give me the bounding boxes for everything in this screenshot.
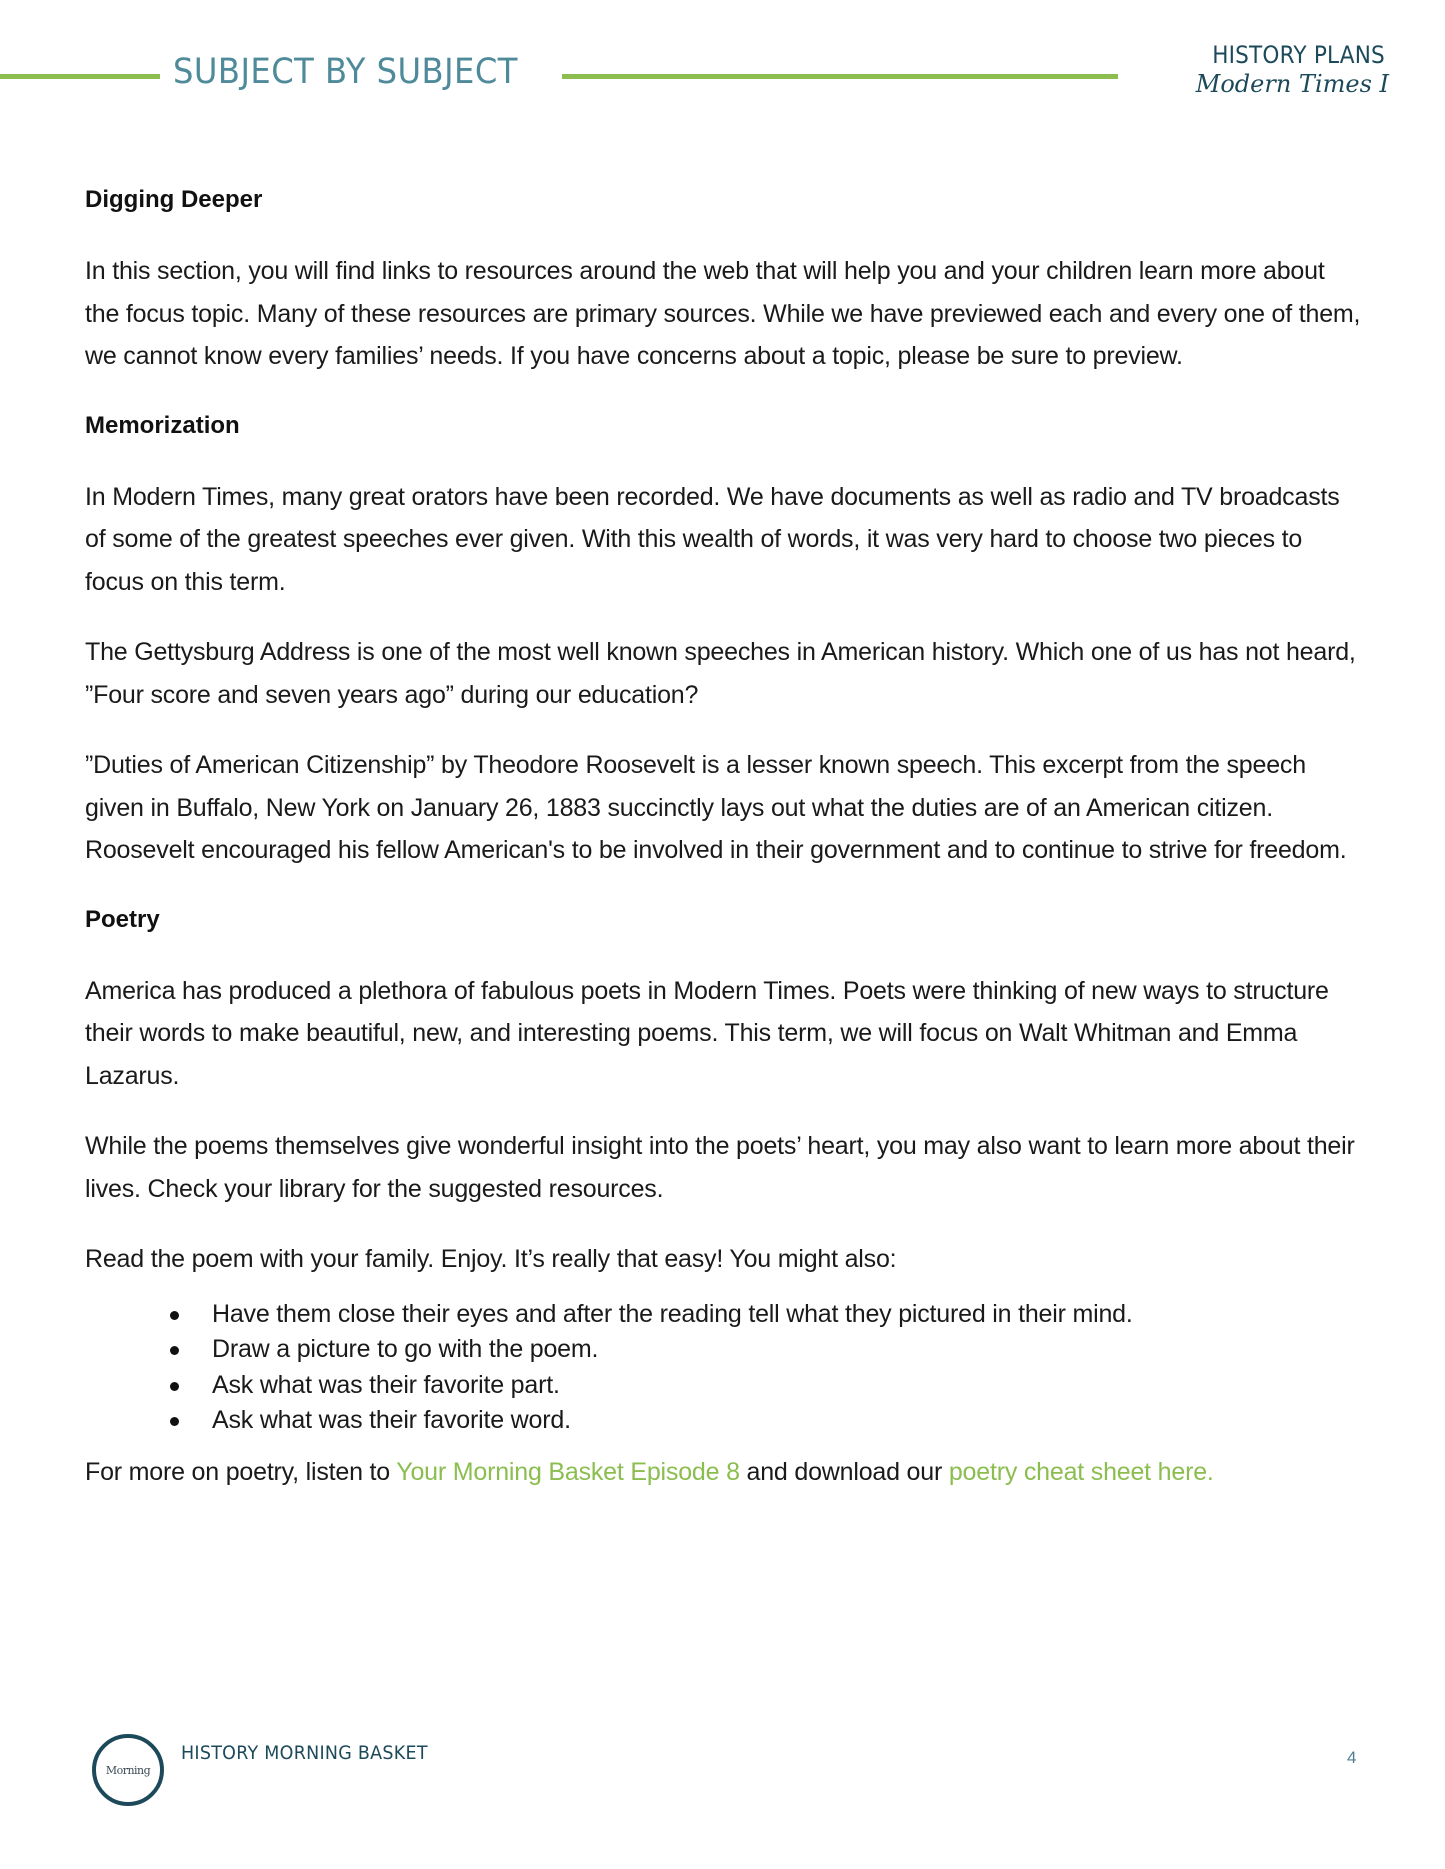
list-item <box>170 1403 1365 1439</box>
heading-digging-deeper: Digging Deeper <box>85 186 263 213</box>
bullet-list <box>85 1297 1365 1439</box>
bullet-icon <box>170 1382 179 1391</box>
bullet-icon <box>170 1346 179 1355</box>
paragraph: In Modern Times, many great orators have been recorded. We have documents as well as radio and TV broadcasts of some of the greatest speeches ever given. With this wealth of words, it was very hard to choose two pieces to focus on this term. <box>85 482 1340 596</box>
paragraph: While the poems themselves give wonderful insight into the poets’ heart, you may also want to learn more about their lives. Check your library for the suggested resources. <box>85 1132 1355 1203</box>
heading-memorization: Memorization <box>85 411 240 439</box>
paragraph: In this section, you will find links to resources around the web that will help you and your children learn more about the focus topic. Many of these resources are primary sources. While we have previewed each and every one of them, we cannot know every families’ needs. If you have concerns about a topic, please be sure to preview. <box>85 257 1361 370</box>
paragraph: Read the poem with your family. Enjoy. It’s really that easy! You might also: <box>85 1245 897 1273</box>
paragraph: America has produced a plethora of fabulous poets in Modern Times. Poets were thinking of new ways to structure their words to make beautiful, new, and interesting poems. This term, we will focus on Walt Whitman and Emma Lazarus. <box>85 976 1329 1090</box>
header-rule-left <box>0 74 160 79</box>
header-rule-right <box>562 74 1118 79</box>
list-item <box>170 1368 1365 1404</box>
brand-subtitle: Modern Times I <box>1195 70 1389 98</box>
section-title: SUBJECT BY SUBJECT <box>173 52 518 92</box>
logo-text: Morning <box>105 1763 151 1777</box>
list-item-text: Have them close their eyes and after the reading tell what they pictured in their mind. <box>212 1299 1133 1328</box>
list-item-text: Draw a picture to go with the poem. <box>212 1335 599 1363</box>
brand-title: HISTORY PLANS <box>1212 41 1385 69</box>
poetry-cheat-sheet-link[interactable]: poetry cheat sheet here. <box>948 1457 1214 1486</box>
paragraph: ”Duties of American Citizenship” by Theodore Roosevelt is a lesser known speech. This excerpt from the speech given in Buffalo, New York on January 26, 1883 succinctly lays out what the duties are of an American citizen. Roosevelt encouraged his fellow American's to be involved in their government and to continue to strive for freedom. <box>85 751 1347 864</box>
list-item <box>170 1332 1365 1368</box>
list-item-text: Ask what was their favorite word. <box>212 1406 571 1434</box>
closing-text: and download our <box>739 1457 949 1486</box>
closing-text: For more on poetry, listen to <box>85 1457 397 1486</box>
bullet-icon <box>170 1311 179 1320</box>
paragraph: The Gettysburg Address is one of the most well known speeches in American history. Which one of us has not heard, ”Four score and seven years ago” during our education? <box>85 638 1356 709</box>
footer-title: HISTORY MORNING BASKET <box>181 1742 428 1764</box>
bullet-icon <box>170 1417 179 1426</box>
page-number: 4 <box>1347 1748 1357 1767</box>
brand-block <box>1193 40 1389 98</box>
list-item-text: Ask what was their favorite part. <box>212 1370 560 1399</box>
podcast-episode-link[interactable]: Your Morning Basket Episode 8 <box>396 1457 740 1486</box>
page-content <box>85 180 1365 1493</box>
list-item <box>170 1297 1365 1333</box>
heading-poetry: Poetry <box>85 905 160 933</box>
morning-basket-logo <box>92 1734 164 1806</box>
closing-paragraph <box>85 1451 1365 1494</box>
